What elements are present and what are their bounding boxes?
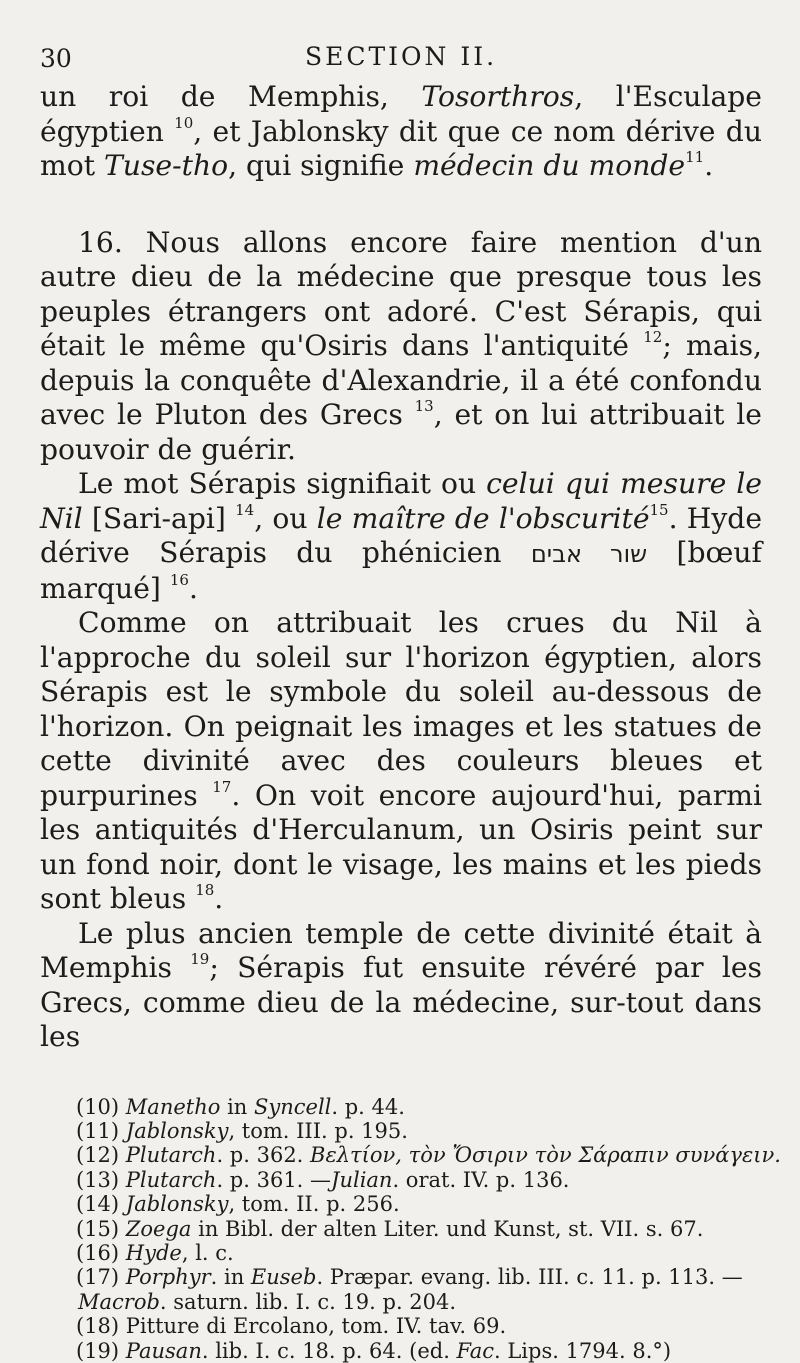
- italic-run: Porphyr: [125, 1265, 211, 1290]
- paragraph-temple: [40, 917, 762, 1055]
- text-run: . Lips. 1794. 8.°): [493, 1338, 672, 1363]
- text-run: Comme on attribuait les crues du Nil à l'approche du soleil sur l'horizon égyptien, alors Sérapis est le symbole du soleil au-dessous de l'horizon. On peignait les images et les statues de cette divinité avec des couleurs bleues et purpurines: [40, 606, 762, 812]
- text-run: un roi de Memphis,: [40, 80, 422, 113]
- italic-run: Tosorthros: [421, 80, 575, 113]
- text-run: , tom. III. p. 195.: [228, 1118, 408, 1143]
- hebrew-text: שור אבים: [530, 540, 648, 568]
- text-run: Le plus ancien temple de cette divinité était à Memphis: [40, 916, 762, 984]
- text-run: , et Jablonsky dit que ce nom dérive du mot: [40, 114, 762, 182]
- italic-run: le maître de l'obscurité: [316, 501, 650, 535]
- footnote-number: (16): [76, 1240, 120, 1265]
- text-run: ; mais, depuis la conquête d'Alexandrie, il a été confondu avec le Pluton des Grecs: [40, 329, 762, 431]
- italic-run: Manetho: [125, 1094, 221, 1119]
- running-head: SECTION II.: [304, 42, 498, 71]
- footnote-number: (11): [76, 1118, 120, 1143]
- italic-run: Julian: [331, 1167, 393, 1192]
- text-run: . saturn. lib. I. c. 19. p. 204.: [159, 1289, 457, 1314]
- italic-run: médecin du monde: [413, 149, 686, 182]
- footnote-16: [76, 1241, 762, 1265]
- text-run: , et on lui attribuait le pouvoir de guérir.: [40, 398, 762, 466]
- footnote-number: (12): [76, 1143, 120, 1168]
- text-run: , ou: [254, 501, 317, 535]
- footnotes: [40, 1094, 781, 1363]
- footnote-ref: 18: [195, 881, 215, 899]
- paragraph-serapis-etymology: [40, 467, 762, 606]
- body-text: [40, 80, 762, 1055]
- italic-run: Tuse-tho: [104, 149, 229, 182]
- page-header: [40, 38, 762, 80]
- italic-run: celui qui mesure le Nil: [40, 467, 762, 535]
- text-run: , l. c.: [181, 1240, 234, 1265]
- footnote-18: [76, 1314, 762, 1338]
- text-run: [Sari-api]: [82, 501, 236, 535]
- italic-run: Jablonsky: [125, 1118, 229, 1143]
- italic-run: Fac: [456, 1338, 494, 1363]
- footnote-number: (13): [76, 1167, 120, 1192]
- text-run: 16. Nous allons encore faire mention d'un autre dieu de la médecine que presque tous les peuples étrangers ont adoré. C'est Sérapis, qui était le même qu'Osiris dans l'antiquité: [40, 225, 762, 362]
- text-run: in Bibl. der alten Liter. und Kunst, st. VII. s. 67.: [191, 1216, 704, 1241]
- footnote-17-continuation: [76, 1290, 762, 1314]
- text-run: , tom. II. p. 256.: [228, 1192, 400, 1217]
- footnote-10: [76, 1095, 762, 1119]
- footnote-ref: 12: [643, 328, 663, 346]
- footnote-14: [76, 1192, 762, 1216]
- italic-run: Jablonsky: [125, 1192, 229, 1217]
- italic-run: Zoega: [125, 1216, 192, 1241]
- footnote-ref: 13: [414, 397, 434, 415]
- italic-run: Euseb: [250, 1265, 317, 1290]
- italic-run: Pausan: [125, 1338, 202, 1363]
- footnote-19: [76, 1339, 762, 1363]
- text-run: , qui signifie: [228, 149, 414, 182]
- footnote-ref: 14: [235, 500, 255, 519]
- text-run: . p. 44.: [331, 1094, 405, 1119]
- paragraph-16: [40, 226, 762, 468]
- footnote-ref: 16: [169, 570, 189, 589]
- text-run: Le mot Sérapis signifiait ou: [78, 467, 487, 500]
- italic-run: Plutarch: [125, 1167, 217, 1192]
- text-run: . Præpar. evang. lib. III. c. 11. p. 113. —: [316, 1265, 743, 1290]
- text-run: Pitture di Ercolano, tom. IV. tav. 69.: [125, 1314, 507, 1339]
- footnote-number: (10): [76, 1094, 120, 1119]
- paragraph-1: [40, 80, 762, 184]
- footnote-number: (14): [76, 1192, 120, 1217]
- text-run: . in: [210, 1265, 251, 1290]
- text-run: . orat. IV. p. 136.: [392, 1167, 570, 1192]
- text-run: .: [188, 571, 198, 605]
- text-run: .: [214, 882, 224, 915]
- footnote-17: [76, 1265, 762, 1289]
- text-run: . lib. I. c. 18. p. 64. (ed.: [201, 1338, 457, 1363]
- footnote-number: (15): [76, 1216, 120, 1241]
- text-run: . On voit encore aujourd'hui, parmi les antiquités d'Herculanum, un Osiris peint sur un fond noir, dont le visage, les mains et les pieds sont bleus: [40, 778, 762, 915]
- text-run: ; Sérapis fut ensuite révéré par les Grecs, comme dieu de la médecine, sur-tout dans les: [40, 951, 762, 1053]
- text-run: . p. 362.: [216, 1143, 311, 1168]
- footnote-ref: 15: [649, 500, 669, 519]
- text-run: [bœuf marqué]: [40, 536, 762, 605]
- footnote-number: (17): [76, 1265, 120, 1290]
- text-run: .: [704, 149, 714, 182]
- italic-run: Macrob: [78, 1289, 160, 1314]
- footnote-15: [76, 1217, 762, 1241]
- text-run: . p. 361. —: [216, 1167, 332, 1192]
- footnote-12: [76, 1143, 781, 1168]
- italic-run: Syncell: [253, 1094, 332, 1119]
- footnote-number: (18): [76, 1314, 120, 1339]
- page-number: 30: [40, 44, 72, 73]
- footnote-number: (19): [76, 1338, 120, 1363]
- footnote-ref: 17: [212, 777, 232, 796]
- text-run: . Hyde dérive Sérapis du phénicien: [40, 501, 762, 569]
- paragraph-nile-sun: [40, 606, 762, 917]
- italic-run: Hyde: [125, 1240, 182, 1265]
- text-run: , l'Esculape égyptien: [40, 80, 762, 148]
- footnote-ref: 10: [174, 113, 194, 132]
- text-run: in: [220, 1094, 254, 1119]
- greek-quote: Βελτίον, τὸν Ὄσιριν τὸν Σάραπιν συνάγειν.: [310, 1143, 781, 1168]
- footnote-13: [76, 1168, 762, 1192]
- footnote-ref: 19: [190, 950, 210, 968]
- italic-run: Plutarch: [125, 1143, 217, 1168]
- footnote-11: [76, 1119, 762, 1143]
- footnote-ref: 11: [685, 148, 705, 166]
